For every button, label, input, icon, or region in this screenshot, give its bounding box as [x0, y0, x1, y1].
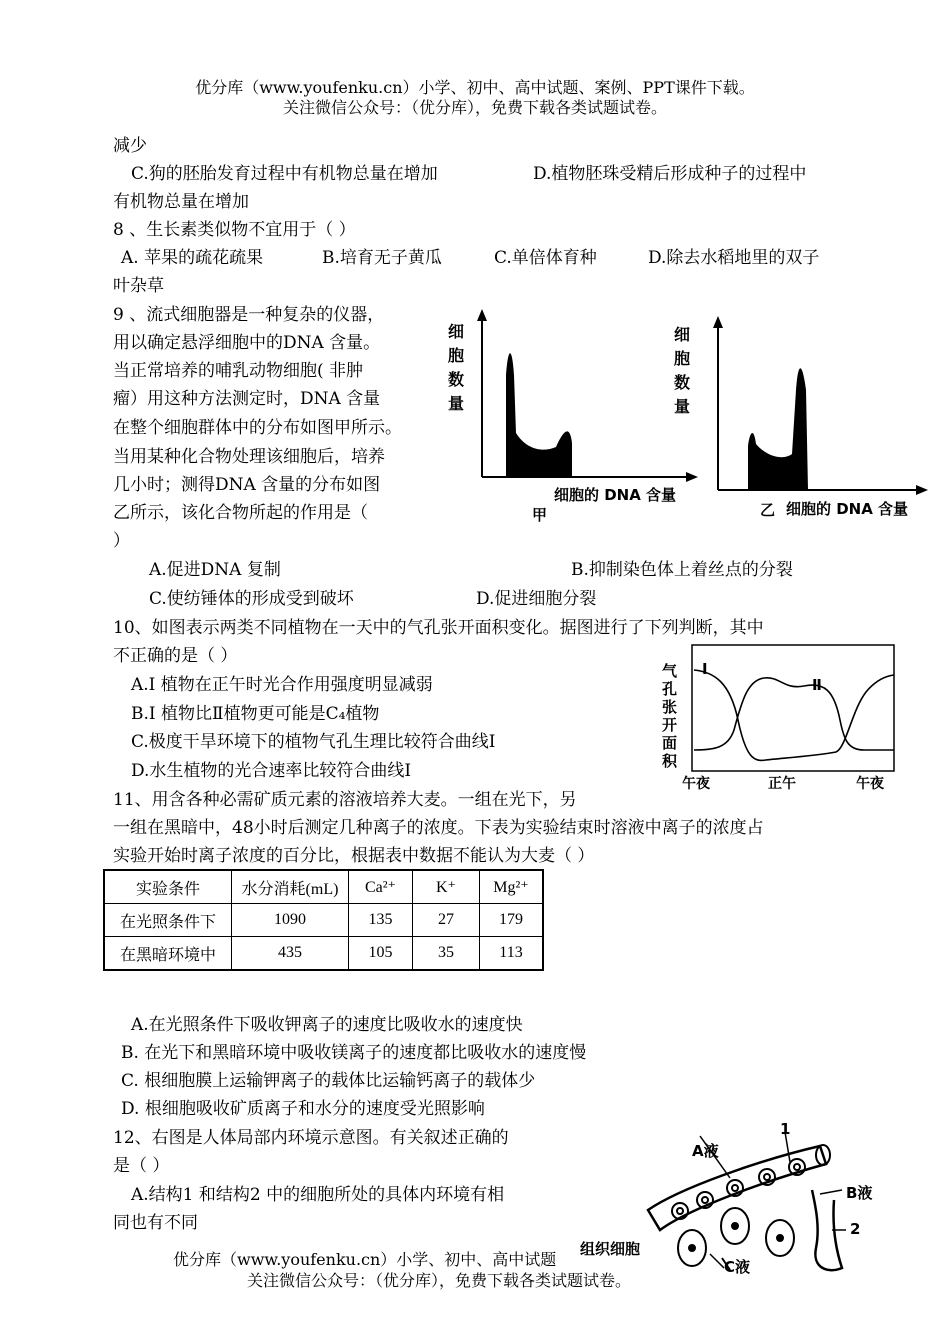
table-header-row [104, 870, 543, 904]
q11-option-b: B. 在光下和黑暗环境中吸收镁离子的速度都比吸收水的速度慢 [121, 1043, 587, 1063]
y-label-char: 数 [674, 373, 691, 392]
q11-option-c: C. 根细胞膜上运输钾离子的载体比运输钙离子的载体少 [121, 1071, 536, 1091]
label-c-fluid: C液 [724, 1258, 751, 1276]
q12-option-a: A.结构1 和结构2 中的细胞所处的具体内环境有相 [131, 1185, 505, 1205]
q9-stem-line: 9 、流式细胞器是一种复杂的仪器， [113, 305, 385, 325]
x-tick-label: 午夜 [856, 776, 884, 792]
table-cell: 在光照条件下 [104, 904, 232, 937]
page-footer-line2: 关注微信公众号：（优分库），免费下载各类试题试卷。 [247, 1271, 632, 1290]
q10-option-b: B.Ⅰ 植物比Ⅱ植物更可能是C₄植物 [131, 704, 380, 724]
x-tick-label: 正午 [768, 776, 796, 792]
q11-stem-line1: 11、用含各种必需矿质元素的溶液培养大麦。一组在光下，另 [113, 790, 577, 810]
x-axis-label: 细胞的 DNA 含量 [786, 500, 909, 518]
q9-stem-line: 当正常培养的哺乳动物细胞( 非肿 [113, 361, 364, 381]
table-cell: 105 [349, 937, 413, 971]
q9-stem-line: 瘤）用这种方法测定时，DNA 含量 [113, 389, 381, 409]
y-label-char: 开 [662, 716, 678, 734]
q12-tissue-diagram [580, 1118, 900, 1288]
q9-stem-line: 用以确定悬浮细胞中的DNA 含量。 [113, 333, 381, 353]
leader-b [820, 1190, 842, 1194]
y-label-char: 气 [662, 662, 678, 680]
x-tick-label: 午夜 [682, 776, 710, 792]
q10-option-d: D.水生植物的光合速率比较符合曲线Ⅰ [131, 761, 412, 781]
curve-II-label: Ⅱ [812, 676, 822, 694]
q11-option-d: D. 根细胞吸收矿质离子和水分的速度受光照影响 [121, 1099, 485, 1119]
q12-stem-line1: 12、右图是人体局部内环境示意图。有关叙述正确的 [113, 1128, 509, 1148]
table-cell: 27 [413, 904, 480, 937]
label-structure-1: 1 [780, 1120, 791, 1138]
q10-stem-line1: 10、如图表示两类不同植物在一天中的气孔张开面积变化。据图进行了下列判断，其中 [113, 618, 764, 638]
q8-option-a: A. 苹果的疏花疏果 [121, 248, 264, 268]
y-label-char: 面 [662, 734, 678, 752]
q9-option-b: B.抑制染色体上着丝点的分裂 [571, 560, 793, 580]
q12-stem-line2: 是（ ） [113, 1156, 170, 1176]
q10-stomata-chart [654, 640, 900, 792]
label-a-fluid: A液 [692, 1142, 719, 1160]
table-cell: 35 [413, 937, 480, 971]
q11-stem-line3: 实验开始时离子浓度的百分比，根据表中数据不能认为大麦（ ） [113, 846, 595, 866]
q11-option-a: A.在光照条件下吸收钾离子的速度比吸收水的速度快 [131, 1015, 523, 1035]
y-label-char: 积 [662, 752, 678, 770]
label-structure-2: 2 [850, 1220, 861, 1238]
y-label-char: 量 [448, 394, 465, 413]
q9-stem-line: 乙所示，该化合物所起的作用是（ [113, 503, 368, 523]
curve-I [694, 670, 894, 760]
q9-chart-a [440, 305, 700, 525]
leader-c [710, 1254, 724, 1268]
q9-stem-line: 当用某种化合物处理该细胞后，培养 [113, 447, 385, 467]
chart-name: 乙 [760, 501, 776, 519]
table-cell: 113 [480, 937, 544, 971]
q8-stem: 8 、生长素类似物不宜用于（ ） [113, 220, 356, 240]
label-tissue-cell: 组织细胞 [580, 1240, 641, 1258]
distribution-area [506, 353, 572, 477]
label-b-fluid: B液 [846, 1184, 873, 1202]
y-label-char: 细 [448, 322, 465, 341]
q10-stem-line2: 不正确的是（ ） [113, 646, 238, 666]
distribution-area [748, 368, 808, 490]
q7-option-d-cont: 有机物总量在增加 [113, 192, 249, 212]
q8-option-b: B.培育无子黄瓜 [322, 248, 442, 268]
page-header-line1: 优分库（www.youfenku.cn）小学、初中、高中试题、案例、PPT课件下载。 [195, 78, 755, 97]
table-header-cell: Ca²⁺ [349, 870, 413, 904]
q9-option-d: D.促进细胞分裂 [476, 589, 597, 609]
page-footer-line1: 优分库（www.youfenku.cn）小学、初中、高中试题 [173, 1250, 557, 1269]
curve-I-label: I [702, 660, 708, 678]
y-label-char: 胞 [674, 349, 691, 368]
table-cell: 135 [349, 904, 413, 937]
y-label-char: 张 [662, 698, 678, 716]
table-cell: 在黑暗环境中 [104, 937, 232, 971]
table-cell: 435 [232, 937, 349, 971]
x-axis-arrow [916, 485, 928, 495]
q9-chart-b [668, 310, 928, 525]
q10-option-c: C.极度干旱环境下的植物气孔生理比较符合曲线Ⅰ [131, 732, 496, 752]
q8-option-c: C.单倍体育种 [494, 248, 597, 268]
curve-II [694, 678, 894, 750]
page-header-line2: 关注微信公众号：（优分库），免费下载各类试题试卷。 [282, 98, 667, 117]
q8-option-d: D.除去水稻地里的双子 [648, 248, 820, 268]
table-header-cell: Mg²⁺ [480, 870, 544, 904]
q8-option-d-cont: 叶杂草 [113, 276, 164, 296]
table-header-cell: 水分消耗(mL) [232, 870, 349, 904]
table-cell: 1090 [232, 904, 349, 937]
table-header-cell: 实验条件 [104, 870, 232, 904]
chart-frame [692, 645, 894, 771]
q10-option-a: A.Ⅰ 植物在正午时光合作用强度明显减弱 [131, 675, 433, 695]
q9-option-a: A.促进DNA 复制 [149, 560, 281, 580]
y-label-char: 量 [674, 397, 691, 416]
q7-option-d: D.植物胚珠受精后形成种子的过程中 [533, 164, 807, 184]
q9-stem-line: 几小时；测得DNA 含量的分布如图 [113, 475, 381, 495]
q9-stem-line: ） [113, 531, 130, 551]
table-cell: 179 [480, 904, 544, 937]
q9-stem-line: 在整个细胞群体中的分布如图甲所示。 [113, 418, 402, 438]
x-axis-label: 细胞的 DNA 含量 [554, 486, 677, 504]
table-row [104, 904, 543, 937]
y-axis-arrow [477, 309, 487, 321]
table-row [104, 937, 543, 971]
q7-option-c: C.狗的胚胎发育过程中有机物总量在增加 [131, 164, 438, 184]
q11-data-table [103, 869, 544, 971]
q9-option-c: C.使纺锤体的形成受到破坏 [149, 589, 354, 609]
table-header-cell: K⁺ [413, 870, 480, 904]
q12-option-a-cont: 同也有不同 [113, 1213, 198, 1233]
y-axis-arrow [713, 316, 723, 328]
q7-tail: 减少 [113, 136, 147, 156]
y-label-char: 数 [448, 370, 465, 389]
y-label-char: 细 [674, 325, 691, 344]
y-label-char: 胞 [448, 346, 465, 365]
blood-cells [672, 1159, 805, 1219]
y-label-char: 孔 [662, 680, 678, 698]
q11-stem-line2: 一组在黑暗中，48小时后测定几种离子的浓度。下表为实验结束时溶液中离子的浓度占 [113, 818, 764, 838]
chart-name: 甲 [532, 506, 548, 524]
